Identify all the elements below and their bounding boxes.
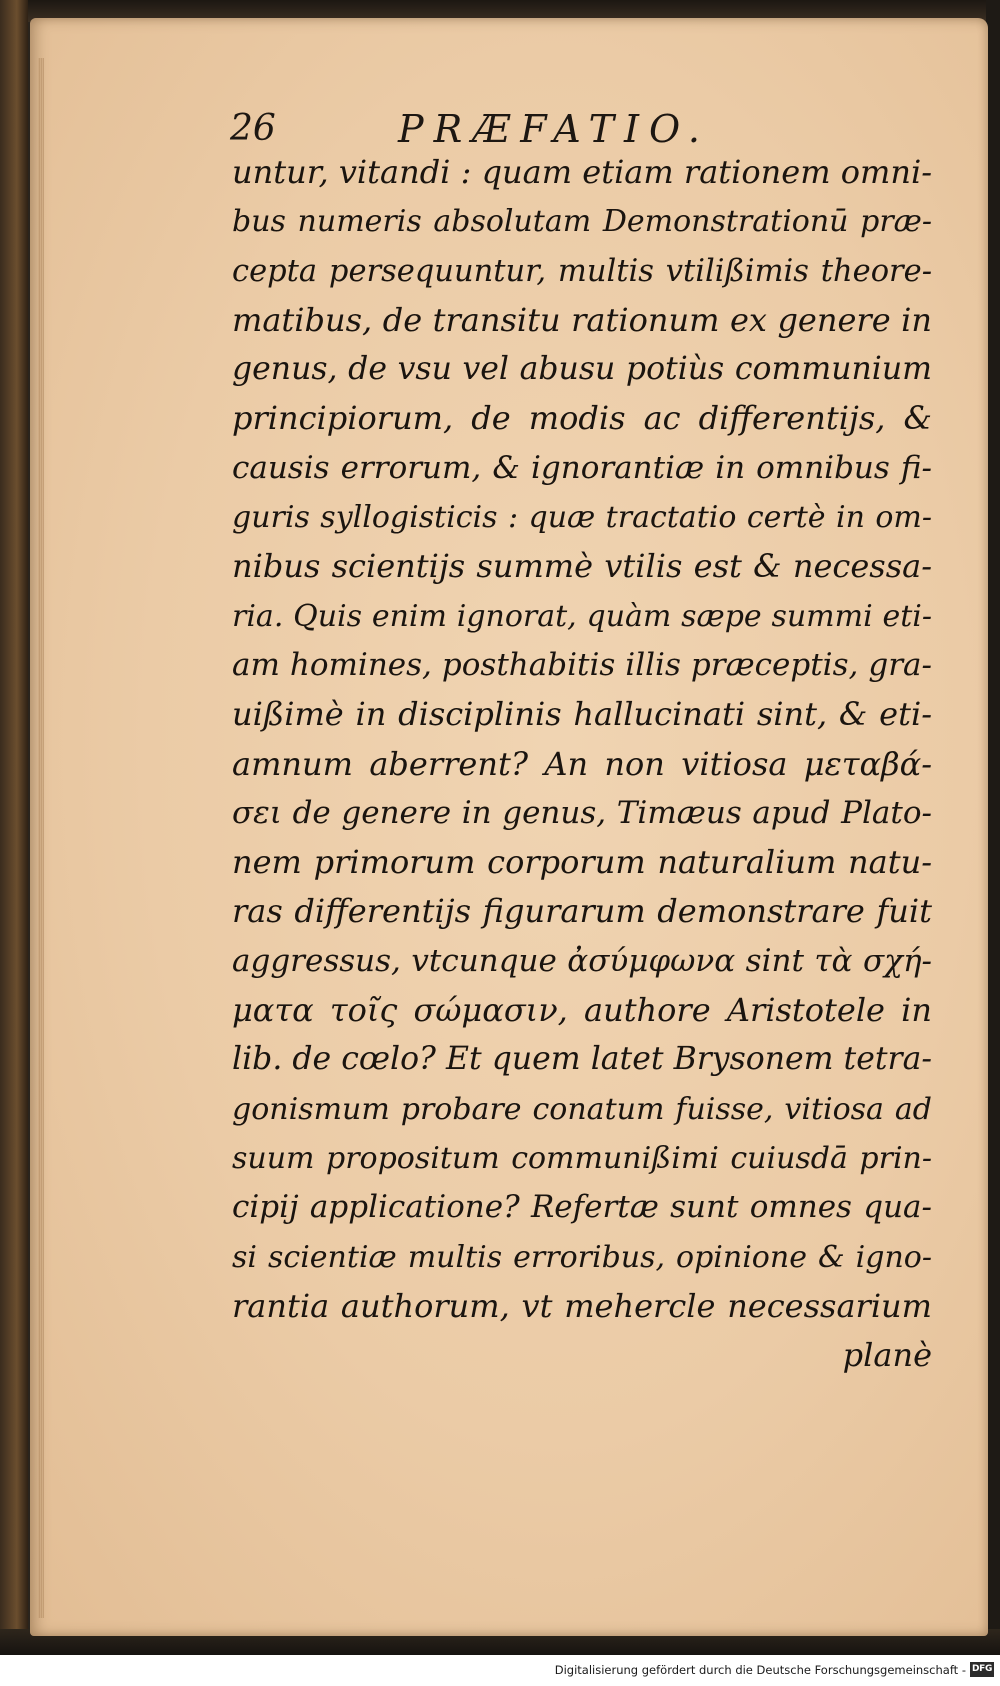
book-cover-right-edge: [986, 0, 1000, 1655]
page-number: 26: [230, 108, 276, 149]
dfg-logo: DFG: [970, 1662, 994, 1677]
page-stack-edges: [38, 58, 44, 1618]
text-line: bus numeris absolutam Demonstrationū præ-: [232, 204, 932, 240]
text-line: principiorum, de modis ac differentijs, &: [232, 399, 932, 438]
text-line: lib. de cœlo? Et quem latet Brysonem tetra-: [232, 1041, 932, 1078]
text-line: suum propositum communißimi cuiusdā prin-: [232, 1140, 932, 1176]
text-line: aggressus, vtcunque ἀσύμφωνα sint τὰ σχή-: [232, 942, 932, 979]
text-line: nibus scientijs summè vtilis est & necessa-: [232, 547, 932, 586]
text-line: matibus, de transitu rationum ex genere in: [232, 300, 932, 339]
text-line: nem primorum corporum naturalium natu-: [232, 843, 932, 882]
text-line: si scientiæ multis erroribus, opinione & igno-: [232, 1239, 932, 1275]
catchword: planè: [842, 1336, 932, 1375]
text-line: amnum aberrent? An non vitiosa μεταβά-: [232, 744, 932, 783]
text-line: rantia authorum, vt mehercle necessarium: [232, 1286, 932, 1325]
text-line: cipij applicatione? Refertæ sunt omnes qua-: [232, 1189, 932, 1226]
body-text: [232, 148, 932, 1380]
text-line: ματα τοῖς σώμασιν, authore Aristotele in: [232, 991, 932, 1030]
text-line: gonismum probare conatum fuisse, vitiosa ad: [232, 1091, 932, 1127]
funding-credit: Digitalisierung gefördert durch die Deutsche Forschungsgemeinschaft -: [554, 1663, 966, 1677]
text-line: cepta persequuntur, multis vtilißimis theore-: [232, 253, 932, 289]
book-spine-edge: [0, 0, 28, 1655]
page-header: [230, 106, 750, 152]
digitization-footer: [0, 1655, 1000, 1686]
text-line: am homines, posthabitis illis præceptis, gra-: [232, 646, 932, 683]
text-line: uißimè in disciplinis hallucinati sint, & eti-: [232, 695, 932, 734]
text-line: σει de genere in genus, Timæus apud Plato-: [232, 794, 932, 831]
text-line: ria. Quis enim ignorat, quàm sæpe summi eti-: [232, 598, 932, 634]
running-head: PRÆFATIO.: [398, 107, 711, 151]
text-line: guris syllogisticis : quæ tractatio certè in om-: [232, 500, 932, 536]
text-line: genus, de vsu vel abusu potiùs communium: [232, 351, 932, 388]
text-line: causis errorum, & ignorantiæ in omnibus fi-: [232, 449, 932, 486]
text-line: ras differentijs figurarum demonstrare fuit: [232, 892, 932, 931]
text-line: untur, vitandi : quam etiam rationem omni-: [232, 153, 932, 191]
